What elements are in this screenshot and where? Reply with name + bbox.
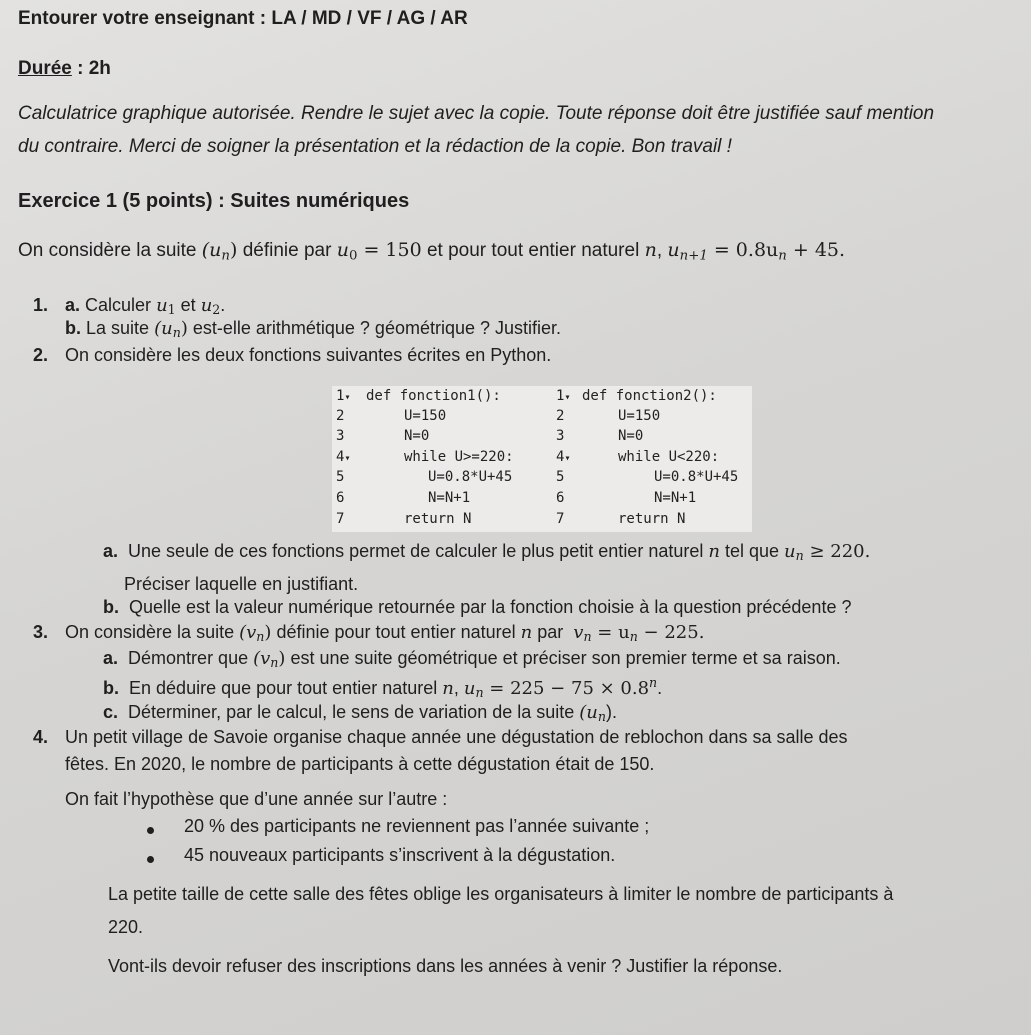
- line-number: 1▾: [336, 388, 351, 404]
- q3a: a. Démontrer que $(v_n)$ est une suite géométrique et préciser son premier terme et sa raison.: [103, 648, 841, 671]
- line-number: 4▾: [556, 449, 571, 465]
- q4-line-6: Vont-ils devoir refuser des inscriptions dans les années à venir ? Justifier la réponse.: [108, 956, 783, 976]
- q4-line-1: Un petit village de Savoie organise chaque année une dégustation de reblochon dans sa salle des: [65, 727, 848, 747]
- q1b: b. La suite $(u_n)$ est-elle arithmétique ? géométrique ? Justifier.: [65, 318, 562, 341]
- line-number: 6: [556, 490, 565, 506]
- bullet-dot: [147, 856, 154, 863]
- line-number: 7: [556, 511, 565, 527]
- q2a-line-2: Préciser laquelle en justifiant.: [124, 574, 359, 594]
- line-number: 2: [336, 408, 345, 424]
- q4-line-2: fêtes. En 2020, le nombre de participants à cette dégustation était de 150.: [65, 754, 655, 774]
- instructions-line-2: du contraire. Merci de soigner la présentation et la rédaction de la copie. Bon travail !: [18, 136, 732, 157]
- exercise-intro: On considère la suite $(u_n)$ définie par $u_0 = 150$ et pour tout entier naturel n, $u_{n+1} = 0.8u_n + 45$.: [18, 239, 846, 264]
- q3c: c. Déterminer, par le calcul, le sens de variation de la suite $(u_n)$.: [103, 702, 618, 725]
- code-line: U=150: [404, 408, 447, 424]
- code-line: N=N+1: [654, 490, 697, 506]
- code-block-1: [336, 388, 551, 528]
- code-line: return N: [618, 511, 686, 527]
- line-number: 6: [336, 490, 345, 506]
- q2b: b. Quelle est la valeur numérique retournée par la fonction choisie à la question précédente ?: [103, 597, 852, 617]
- code-line: while U>=220:: [404, 449, 514, 465]
- code-line: return N: [404, 511, 472, 527]
- instructions-line-1: Calculatrice graphique autorisée. Rendre le sujet avec la copie. Toute réponse doit être justifiée sauf mention: [18, 103, 935, 124]
- q3b: b. En déduire que pour tout entier naturel n, $u_n = 225 - 75 \times 0.8^n$.: [103, 675, 663, 701]
- q4-line-3: On fait l’hypothèse que d’une année sur l’autre :: [65, 789, 448, 809]
- q4-line-4: La petite taille de cette salle des fêtes oblige les organisateurs à limiter le nombre de participants à: [108, 884, 894, 904]
- line-number: 7: [336, 511, 345, 527]
- code-line: def fonction2():: [582, 388, 717, 404]
- line-number: 4▾: [336, 449, 351, 465]
- teacher-line: Entourer votre enseignant : LA / MD / VF / AG / AR: [18, 8, 468, 29]
- code-line: N=0: [404, 428, 430, 444]
- code-line: U=0.8*U+45: [654, 469, 739, 485]
- code-line: N=N+1: [428, 490, 471, 506]
- line-number: 2: [556, 408, 565, 424]
- q1-number: 1.: [33, 295, 49, 315]
- q1a: a. Calculer $u_1$ et $u_2$.: [65, 295, 226, 318]
- bullet-item: 20 % des participants ne reviennent pas l’année suivante ;: [184, 816, 650, 836]
- code-line: N=0: [618, 428, 644, 444]
- line-number: 3: [556, 428, 565, 444]
- exercise-title: Exercice 1 (5 points) : Suites numériques: [18, 190, 410, 212]
- q3-number: 3.: [33, 622, 49, 642]
- q3-text: On considère la suite $(v_n)$ définie pour tout entier naturel n par $v_n = u_n - 225$.: [65, 622, 705, 645]
- q4-line-5: 220.: [108, 917, 144, 937]
- code-block-2: [556, 388, 751, 528]
- duration: Durée : 2h: [18, 58, 111, 79]
- line-number: 3: [336, 428, 345, 444]
- bullet-item: 45 nouveaux participants s’inscrivent à la dégustation.: [184, 845, 616, 865]
- line-number: 5: [556, 469, 565, 485]
- q2-number: 2.: [33, 345, 49, 365]
- code-line: U=150: [618, 408, 661, 424]
- code-line: U=0.8*U+45: [428, 469, 513, 485]
- line-number: 5: [336, 469, 345, 485]
- code-line: while U<220:: [618, 449, 720, 465]
- q2a: a. Une seule de ces fonctions permet de calculer le plus petit entier naturel n tel que $u_n \ge 220$.: [103, 541, 871, 564]
- q4-number: 4.: [33, 727, 49, 747]
- bullet-dot: [147, 827, 154, 834]
- code-line: def fonction1():: [366, 388, 501, 404]
- line-number: 1▾: [556, 388, 571, 404]
- q2-text: On considère les deux fonctions suivantes écrites en Python.: [65, 345, 552, 365]
